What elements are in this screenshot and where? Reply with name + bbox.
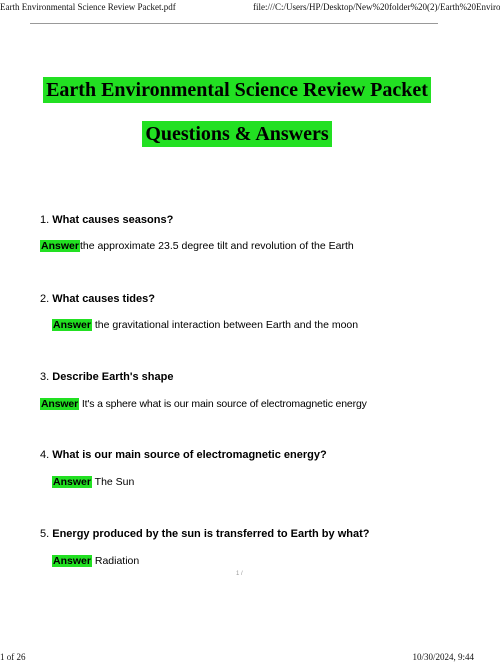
answer-2 xyxy=(52,318,358,332)
answer-text: the gravitational interaction between Earth and the moon xyxy=(94,319,359,331)
question-text: Describe Earth's shape xyxy=(52,371,174,383)
answer-5 xyxy=(52,554,139,568)
page-count: 1 of 26 xyxy=(0,652,26,662)
question-number: 2. xyxy=(40,293,50,305)
question-text: What is our main source of electromagnetic energy? xyxy=(52,449,327,461)
print-footer xyxy=(0,650,474,664)
question-number: 1. xyxy=(40,214,50,226)
question-2 xyxy=(40,292,155,306)
page-subtitle-text: Questions & Answers xyxy=(142,121,331,147)
question-5 xyxy=(40,527,369,541)
answer-label: Answer xyxy=(41,398,79,410)
page-title-text: Earth Environmental Science Review Packet xyxy=(43,77,431,103)
answer-text: It's a sphere what is our main source of electromagnetic energy xyxy=(81,398,367,410)
question-3 xyxy=(40,370,173,384)
question-number: 4. xyxy=(40,449,50,461)
file-path: file:///C:/Users/HP/Desktop/New%20folder%20(2)/Earth%20Enviro xyxy=(253,2,500,12)
page-divider xyxy=(30,23,438,24)
question-number: 3. xyxy=(40,371,50,383)
answer-4 xyxy=(52,475,134,489)
answer-label: Answer xyxy=(53,319,91,331)
page-title xyxy=(0,77,474,103)
document-title: Earth Environmental Science Review Packet.pdf xyxy=(0,2,176,12)
answer-label: Answer xyxy=(53,476,91,488)
question-text: Energy produced by the sun is transferred to Earth by what? xyxy=(52,528,370,540)
question-1 xyxy=(40,213,173,227)
question-number: 5. xyxy=(40,528,50,540)
page-mark: 1 / xyxy=(236,571,243,577)
answer-label: Answer xyxy=(41,240,79,252)
answer-text: The Sun xyxy=(94,476,135,488)
question-4 xyxy=(40,448,327,462)
print-header xyxy=(0,0,500,14)
question-text: What causes seasons? xyxy=(52,214,174,226)
question-text: What causes tides? xyxy=(52,293,155,305)
answer-1 xyxy=(40,239,354,253)
answer-text: the approximate 23.5 degree tilt and revolution of the Earth xyxy=(79,240,354,252)
answer-label: Answer xyxy=(53,555,91,567)
print-datetime: 10/30/2024, 9:44 xyxy=(412,652,474,662)
page-subtitle xyxy=(0,121,474,147)
answer-3 xyxy=(40,397,367,411)
answer-text: Radiation xyxy=(94,555,140,567)
